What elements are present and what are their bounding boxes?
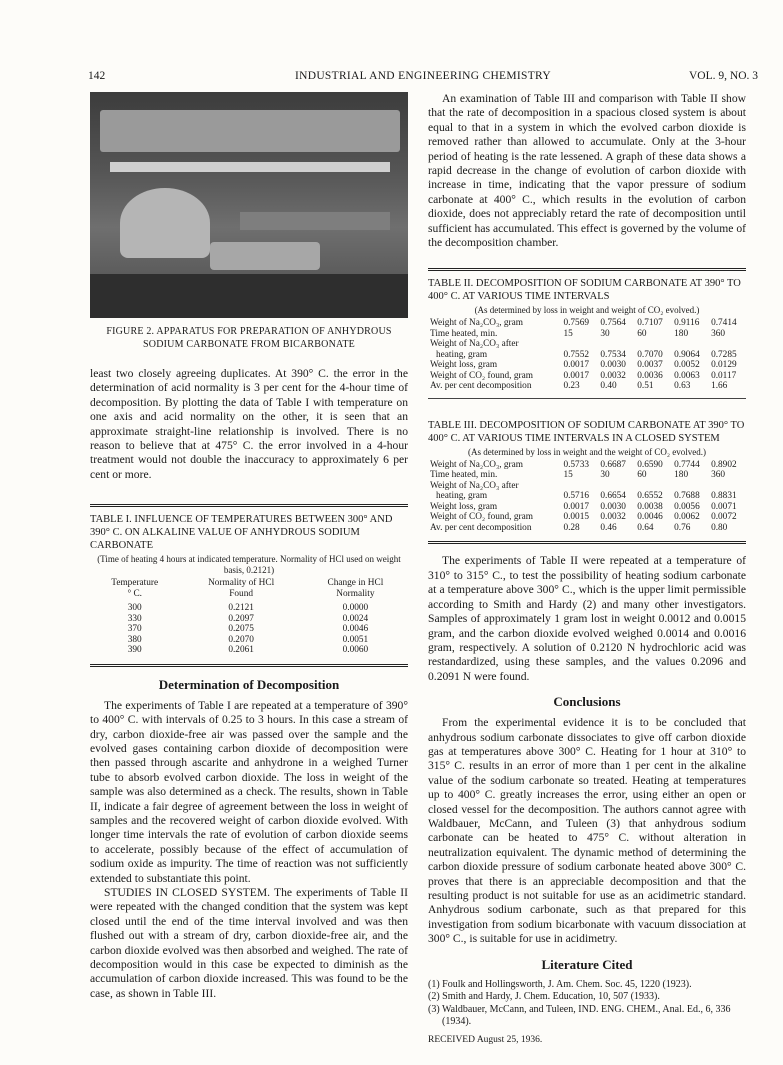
table-header: Temperature — [111, 578, 159, 589]
reference-list — [428, 979, 746, 1029]
table-row: Weight of CO₂ found, gram 0.0015 0.0032 0.0046 0.0062 0.0072 — [430, 512, 737, 523]
table-row: Weight loss, gram 0.0017 0.0030 0.0038 0.0056 0.0071 — [430, 501, 737, 512]
reference-item: (2) Smith and Hardy, J. Chem. Education, 10, 507 (1933). — [428, 991, 660, 1003]
table2-subtitle: (As determined by loss in weight and weight of CO₂ evolved.) — [474, 305, 700, 316]
table-row: Av. per cent decomposition 0.23 0.40 0.51 0.63 1.66 — [430, 381, 728, 392]
table-row: 370 0.2075 0.0046 — [127, 624, 369, 635]
table1-subtitle: (Time of heating 4 hours at indicated temperature. Normality of HCl used on weight basis, 0.2121) — [97, 554, 401, 576]
table-header: Normality — [336, 588, 375, 599]
paragraph: The experiments of Table II were repeated at a temperature of 310° to 315° C., to test the possibility of heating sodium carbonate at a temperature above 300° C., which is the upper limit permissible according to Smith and Hardy (2) and many other investigators. Samples of approximately 1 gram lost in weight 0.0012 and 0.0015 gram, and the carbon dioxide evolved weighed 0.0014 and 0.0016 gram, respectively. A solution of 0.2120 N hydrochloric acid was restandardized, using these samples, and the values 0.2096 and 0.2091 N were found. — [428, 554, 746, 683]
table-row: Time heated, min. 15 30 60 180 360 — [430, 328, 726, 339]
table-header: Normality of HCl — [208, 578, 275, 589]
table-row: Weight of Na₂CO₃, gram 0.7569 0.7564 0.7107 0.9116 0.7414 — [430, 318, 737, 329]
table-row: 330 0.2097 0.0024 — [127, 613, 369, 624]
journal-name: INDUSTRIAL AND ENGINEERING CHEMISTRY — [294, 70, 552, 82]
figure-caption: FIGURE 2. APPARATUS FOR PREPARATION OF ANHYDROUS SODIUM CARBONATE FROM BICARBONATE — [106, 326, 392, 350]
table-row: Weight of Na₂CO₃, gram 0.5733 0.6687 0.6590 0.7744 0.8902 — [430, 459, 737, 470]
table-row: Weight of Na₂CO₃ after — [430, 480, 519, 491]
table-row: heating, gram 0.7552 0.7534 0.7070 0.9064 0.7285 — [436, 349, 737, 360]
table-row: Av. per cent decomposition 0.28 0.46 0.64 0.76 0.80 — [430, 522, 728, 533]
volume-issue: VOL. 9, NO. 3 — [689, 70, 758, 82]
left-column — [90, 92, 408, 1001]
apparatus-photo — [90, 92, 408, 318]
page-header — [88, 70, 758, 86]
table-row: Weight of Na₂CO₃ after — [430, 339, 519, 350]
table-row: Weight loss, gram 0.0017 0.0030 0.0037 0.0052 0.0129 — [430, 360, 737, 371]
table3-title: TABLE III. DECOMPOSITION OF SODIUM CARBONATE AT 390° TO 400° C. AT VARIOUS TIME INTERVALS IN A CLOSED SYSTEM — [428, 419, 745, 444]
reference-item: (1) Foulk and Hollingsworth, J. Am. Chem. Soc. 45, 1220 (1923). — [428, 978, 692, 990]
paragraph: An examination of Table III and comparison with Table II show that the rate of decomposition in a spacious closed system is about equal to that in a system in which the evolved carbon dioxide is removed rather than allowed to accumulate. Only at the 3-hour period of heating is the rate lessened. A graph of these data shows a rapid decrease in the change of evolution of carbon dioxide with increase in time, indicating that the vapor pressure of sodium carbonate at 400° C., which results in the evolution of carbon dioxide, does not appreciably retard the rate of decomposition until sufficient has accumulated. This effect is governed by the volume of the decomposition chamber. — [428, 92, 746, 250]
paragraph: The experiments of Table I are repeated at a temperature of 390° to 400° C. with intervals of 0.25 to 3 hours. In this case a stream of dry, carbon dioxide-free air was passed over the sample and the evolved gases containing carbon dioxide of decomposition were then passed through ascarite and anhydrone in a weighed Turner tube to absorb evolved carbon dioxide. The loss in weight of the sample was also determined as a check. The results, shown in Table II, indicate a fair degree of agreement between the loss in weight of samples and the recovered weight of carbon dioxide evolved. With longer time intervals the rate of evolution of carbon dioxide seems to accelerate, possibly because of the effect of accumulation of sodium oxide as impurity. The time of reaction was not sufficiently extended to substantiate this point. — [90, 698, 408, 885]
table-row: Weight of CO₂ found, gram 0.0017 0.0032 0.0036 0.0063 0.0117 — [430, 370, 737, 381]
section-heading: Literature Cited — [541, 956, 633, 972]
table2-title: TABLE II. DECOMPOSITION OF SODIUM CARBONATE AT 390° TO 400° C. AT VARIOUS TIME INTERVALS — [428, 278, 741, 303]
table-header: Found — [229, 588, 253, 599]
table-header: ° C. — [127, 588, 143, 599]
page-number: 142 — [88, 70, 106, 82]
table1 — [90, 578, 408, 656]
table3 — [428, 460, 746, 534]
paragraph: From the experimental evidence it is to be concluded that anhydrous sodium carbonate dissociates to give off carbon dioxide gas at temperatures above 300° C. Heating for 1 hour at 310° to 315° C. results in an error of more than 1 per cent in the alkaline value of the sodium carbonate so treated. Heating at temperatures up to 400° C. greatly increases the error, using either an open or closed vessel for the decomposition. The authors cannot agree with Waldbauer, McCann, and Tuleen (3) that anhydrous sodium carbonate can be heated to 475° C. without alteration in neutralization equivalent. The dynamic method of determining the carbon dioxide pressure of sodium carbonate heated above 300° C. proves that there is an appreciable decomposition and that the resulting product is not suitable for use as an acidimetric standard. Anhydrous sodium carbonate, such as that prepared for this investigation from sodium bicarbonate with vacuum dissociation at 300° C., is suitable for use in acidimetry. — [428, 716, 746, 946]
table-row: Time heated, min. 15 30 60 180 360 — [430, 470, 726, 481]
table-row: 380 0.2070 0.0051 — [127, 634, 369, 645]
paragraph: least two closely agreeing duplicates. At 390° C. the error in the determination of acid normality is 3 per cent for the 4-hour time of decomposition. By plotting the data of Table I with temperature on one axis and acid normality on the other, it is seen that an approximate straight-line relationship is involved. There is no reason to believe that at 475° C. the error involved in a 4-hour treatment would not double the inaccuracy to approximately 6 per cent or more. — [90, 367, 408, 481]
table3-subtitle: (As determined by loss in weight and the weight of CO₂ evolved.) — [467, 446, 707, 457]
section-heading: Determination of Decomposition — [158, 676, 340, 692]
reference-item: (3) Waldbauer, McCann, and Tuleen, IND. ENG. CHEM., Anal. Ed., 6, 336 (1934). — [428, 1003, 731, 1028]
table2 — [428, 318, 746, 392]
table-row: 300 0.2121 0.0000 — [127, 603, 369, 614]
right-column — [428, 92, 746, 1045]
paragraph: STUDIES IN CLOSED SYSTEM. The experiments of Table II were repeated with the changed condition that the system was kept closed until the end of the time interval involved and was then flushed out with a stream of dry, carbon dioxide-free air, and the carbon dioxide evolved was then absorbed and weighed. The rate of decomposition would in this case be expected to diminish as the accumulation of carbon dioxide increased. This was found to be the case, as shown in Table III. — [90, 886, 408, 1000]
table-row: heating, gram 0.5716 0.6654 0.6552 0.7688 0.8831 — [436, 491, 737, 502]
table-header: Change in HCl — [327, 578, 384, 589]
received-date: RECEIVED August 25, 1936. — [428, 1034, 543, 1045]
table1-title: TABLE I. INFLUENCE OF TEMPERATURES BETWEEN 300° AND 390° C. ON ALKALINE VALUE OF ANHYDROUS SODIUM CARBONATE — [90, 514, 393, 552]
table-row: 390 0.2061 0.0060 — [127, 645, 369, 656]
section-heading: Conclusions — [553, 694, 621, 710]
